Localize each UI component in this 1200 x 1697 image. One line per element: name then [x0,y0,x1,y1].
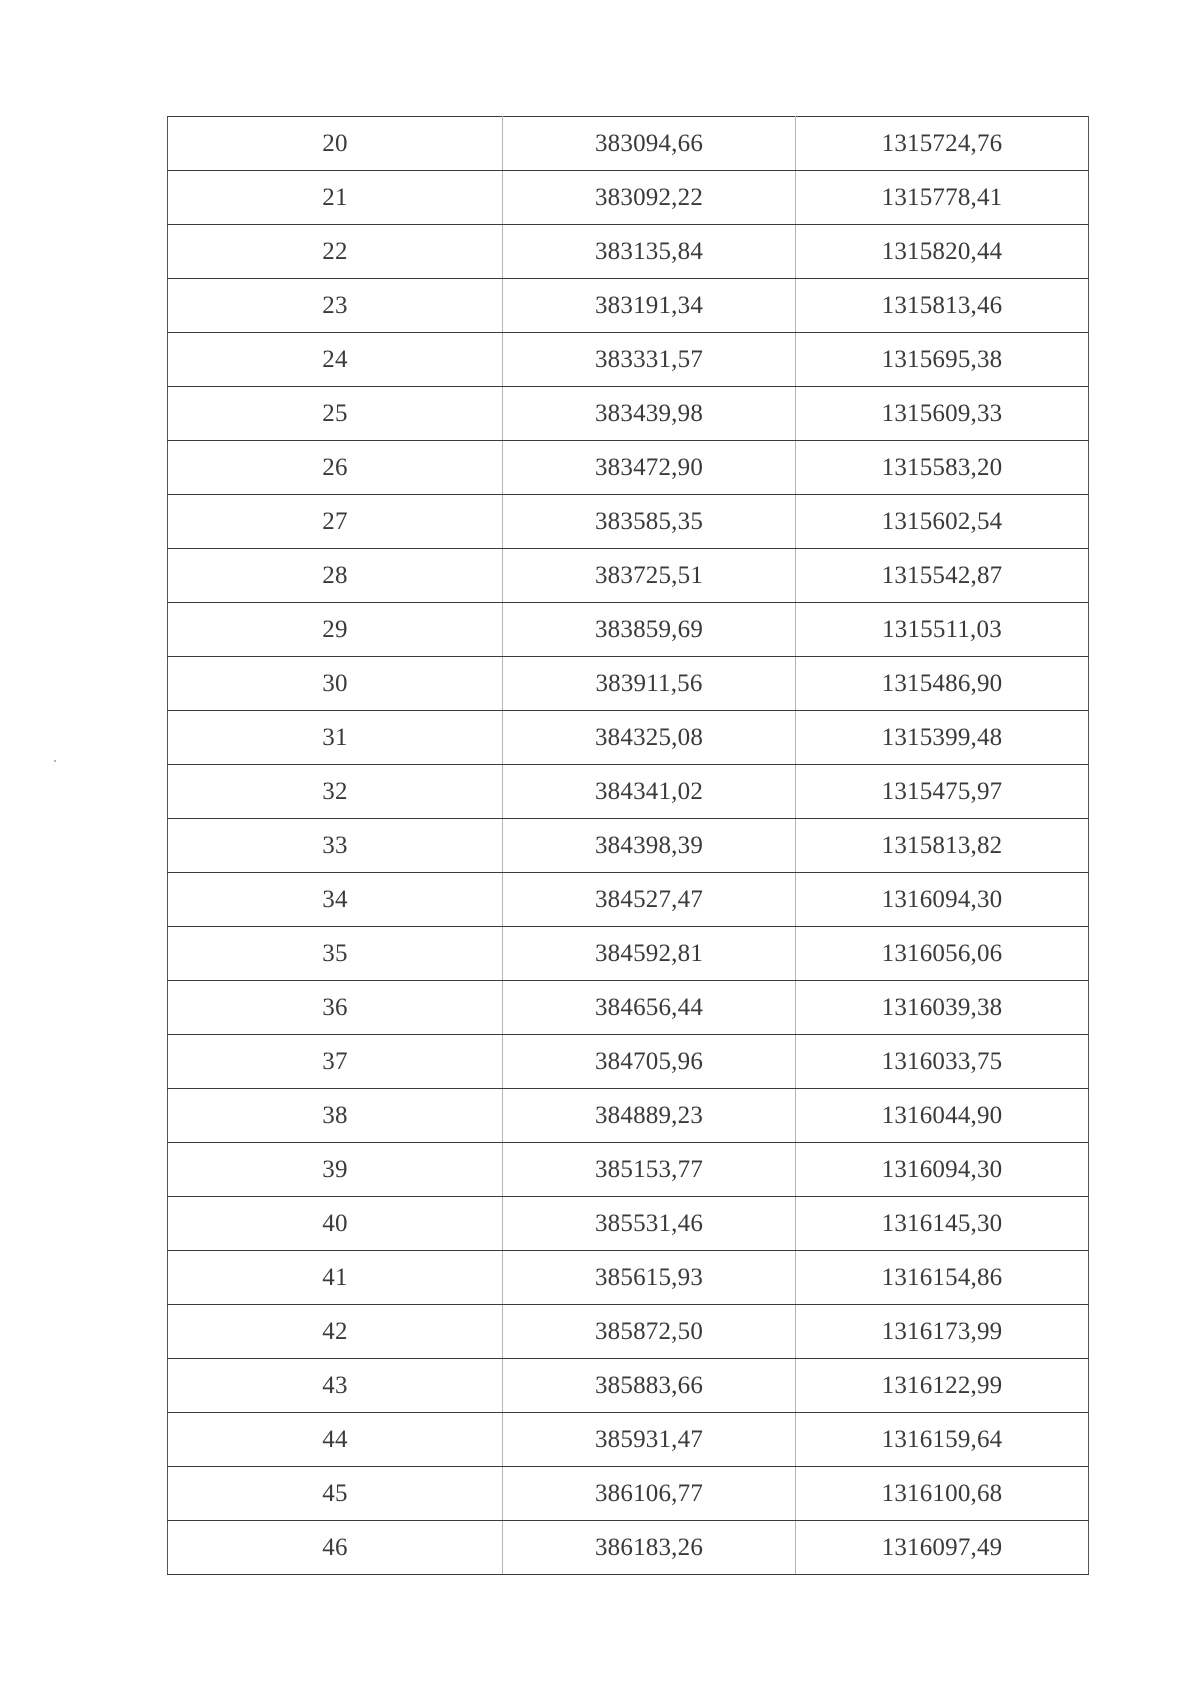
point-number-cell: 21 [168,171,503,225]
table-row [168,1359,1089,1413]
x-coordinate-cell: 385883,66 [503,1359,796,1413]
table-row [168,1197,1089,1251]
coordinates-table [167,116,1089,1575]
point-number-cell: 43 [168,1359,503,1413]
point-number-cell: 25 [168,387,503,441]
x-coordinate-cell: 384889,23 [503,1089,796,1143]
x-coordinate-cell: 385531,46 [503,1197,796,1251]
y-coordinate-cell: 1316056,06 [796,927,1089,981]
table-row [168,549,1089,603]
y-coordinate-cell: 1315778,41 [796,171,1089,225]
y-coordinate-cell: 1315475,97 [796,765,1089,819]
point-number-cell: 38 [168,1089,503,1143]
y-coordinate-cell: 1316145,30 [796,1197,1089,1251]
table-row [168,657,1089,711]
point-number-cell: 31 [168,711,503,765]
x-coordinate-cell: 385615,93 [503,1251,796,1305]
table-row [168,279,1089,333]
point-number-cell: 30 [168,657,503,711]
table-row [168,1035,1089,1089]
y-coordinate-cell: 1315602,54 [796,495,1089,549]
point-number-cell: 39 [168,1143,503,1197]
point-number-cell: 27 [168,495,503,549]
y-coordinate-cell: 1316100,68 [796,1467,1089,1521]
table-row [168,927,1089,981]
point-number-cell: 41 [168,1251,503,1305]
table-row [168,1521,1089,1575]
y-coordinate-cell: 1316122,99 [796,1359,1089,1413]
y-coordinate-cell: 1315609,33 [796,387,1089,441]
point-number-cell: 26 [168,441,503,495]
y-coordinate-cell: 1316154,86 [796,1251,1089,1305]
table-row [168,603,1089,657]
y-coordinate-cell: 1316097,49 [796,1521,1089,1575]
y-coordinate-cell: 1316044,90 [796,1089,1089,1143]
table-row [168,711,1089,765]
y-coordinate-cell: 1316159,64 [796,1413,1089,1467]
point-number-cell: 23 [168,279,503,333]
point-number-cell: 32 [168,765,503,819]
y-coordinate-cell: 1316094,30 [796,873,1089,927]
table-row [168,873,1089,927]
point-number-cell: 24 [168,333,503,387]
x-coordinate-cell: 383094,66 [503,117,796,171]
table-row [168,117,1089,171]
point-number-cell: 22 [168,225,503,279]
y-coordinate-cell: 1315813,82 [796,819,1089,873]
y-coordinate-cell: 1315695,38 [796,333,1089,387]
x-coordinate-cell: 383911,56 [503,657,796,711]
x-coordinate-cell: 383472,90 [503,441,796,495]
y-coordinate-cell: 1316033,75 [796,1035,1089,1089]
point-number-cell: 35 [168,927,503,981]
point-number-cell: 28 [168,549,503,603]
point-number-cell: 42 [168,1305,503,1359]
y-coordinate-cell: 1316094,30 [796,1143,1089,1197]
table-row [168,225,1089,279]
x-coordinate-cell: 384656,44 [503,981,796,1035]
point-number-cell: 46 [168,1521,503,1575]
table-row [168,765,1089,819]
table-row [168,333,1089,387]
y-coordinate-cell: 1316039,38 [796,981,1089,1035]
x-coordinate-cell: 386183,26 [503,1521,796,1575]
y-coordinate-cell: 1315724,76 [796,117,1089,171]
x-coordinate-cell: 383331,57 [503,333,796,387]
point-number-cell: 45 [168,1467,503,1521]
point-number-cell: 40 [168,1197,503,1251]
x-coordinate-cell: 385153,77 [503,1143,796,1197]
x-coordinate-cell: 383725,51 [503,549,796,603]
table-row [168,387,1089,441]
x-coordinate-cell: 384527,47 [503,873,796,927]
x-coordinate-cell: 384705,96 [503,1035,796,1089]
x-coordinate-cell: 384325,08 [503,711,796,765]
table-row [168,171,1089,225]
x-coordinate-cell: 383135,84 [503,225,796,279]
x-coordinate-cell: 386106,77 [503,1467,796,1521]
table-row [168,1251,1089,1305]
table-row [168,495,1089,549]
y-coordinate-cell: 1315486,90 [796,657,1089,711]
table-row [168,441,1089,495]
y-coordinate-cell: 1315583,20 [796,441,1089,495]
point-number-cell: 34 [168,873,503,927]
point-number-cell: 29 [168,603,503,657]
table-row [168,1413,1089,1467]
y-coordinate-cell: 1316173,99 [796,1305,1089,1359]
y-coordinate-cell: 1315399,48 [796,711,1089,765]
x-coordinate-cell: 385931,47 [503,1413,796,1467]
point-number-cell: 33 [168,819,503,873]
x-coordinate-cell: 383191,34 [503,279,796,333]
x-coordinate-cell: 383585,35 [503,495,796,549]
x-coordinate-cell: 384398,39 [503,819,796,873]
y-coordinate-cell: 1315511,03 [796,603,1089,657]
table-row [168,819,1089,873]
y-coordinate-cell: 1315813,46 [796,279,1089,333]
table-row [168,981,1089,1035]
x-coordinate-cell: 385872,50 [503,1305,796,1359]
table-row [168,1467,1089,1521]
point-number-cell: 20 [168,117,503,171]
y-coordinate-cell: 1315542,87 [796,549,1089,603]
x-coordinate-cell: 383439,98 [503,387,796,441]
coordinates-table-body [168,117,1089,1575]
x-coordinate-cell: 383859,69 [503,603,796,657]
table-row [168,1143,1089,1197]
scan-speck [54,760,56,762]
point-number-cell: 37 [168,1035,503,1089]
point-number-cell: 36 [168,981,503,1035]
x-coordinate-cell: 384592,81 [503,927,796,981]
table-row [168,1089,1089,1143]
point-number-cell: 44 [168,1413,503,1467]
x-coordinate-cell: 384341,02 [503,765,796,819]
y-coordinate-cell: 1315820,44 [796,225,1089,279]
x-coordinate-cell: 383092,22 [503,171,796,225]
table-row [168,1305,1089,1359]
